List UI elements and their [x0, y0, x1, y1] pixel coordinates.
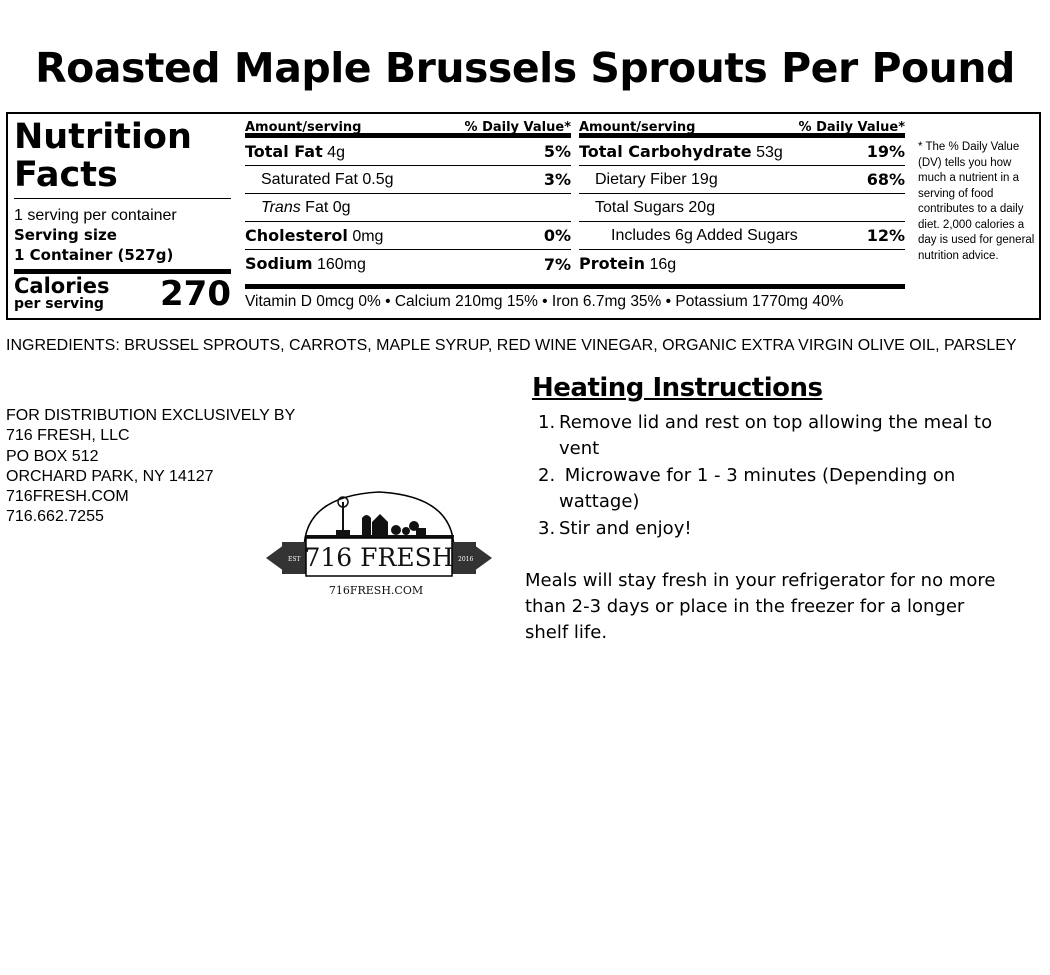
calories-row [14, 276, 231, 312]
vitamins-minerals-line: Vitamin D 0mcg 0% • Calcium 210mg 15% • Iron 6.7mg 35% • Potassium 1770mg 40% [245, 284, 905, 311]
nutrient-row-saturated-fat: Saturated Fat 0.5g 3% [245, 166, 571, 194]
calories-sub: per serving [14, 296, 104, 312]
calories-value: 270 [160, 274, 231, 314]
nutrient-row-sodium: Sodium 160mg 7% [245, 254, 571, 274]
logo-est: EST [288, 556, 301, 563]
column-header: Amount/serving % Daily Value* [245, 120, 571, 138]
daily-value-footnote: * The % Daily Value (DV) tells you how much a nutrient in a serving of food contributes to a daily diet. 2,000 calories a day is used for general nutrition advice. [918, 141, 1035, 262]
nutrient-row-total-carbohydrate: Total Carbohydrate 53g 19% [579, 138, 905, 166]
nutrient-column-right [579, 120, 905, 278]
ingredients-list: INGREDIENTS: BRUSSEL SPROUTS, CARROTS, MAPLE SYRUP, RED WINE VINEGAR, ORGANIC EXTRA VIRGIN OLIVE OIL, PARSLEY [6, 337, 1017, 354]
nutrient-row-protein: Protein 16g [579, 254, 677, 273]
distributor-line: ORCHARD PARK, NY 14127 [6, 467, 214, 485]
heating-instructions-title: Heating Instructions [532, 373, 823, 403]
nutrition-facts-panel [6, 112, 1041, 320]
nutrient-row-cholesterol: Cholesterol 0mg 0% [245, 222, 571, 250]
distributor-line: 716 FRESH, LLC [6, 427, 130, 445]
nutrient-row-total-sugars: Total Sugars 20g [579, 194, 905, 222]
distributor-address [6, 406, 295, 528]
heating-step: 1. Remove lid and rest on top allowing the meal to vent [538, 412, 993, 459]
nutrition-heading: Nutrition Facts [14, 117, 192, 195]
heating-step: 3. Stir and enjoy! [538, 518, 692, 539]
nutrition-summary [14, 118, 231, 312]
serving-size-label: Serving size [14, 226, 117, 244]
logo-name: 716 FRESH [304, 543, 454, 572]
brand-logo [266, 490, 492, 602]
nutrient-row-added-sugars: Includes 6g Added Sugars 12% [579, 222, 905, 250]
nutrient-row-total-fat: Total Fat 4g 5% [245, 138, 571, 166]
nutrient-row-dietary-fiber: Dietary Fiber 19g 68% [579, 166, 905, 194]
nutrient-row-trans-fat: Trans Fat 0g [245, 194, 571, 222]
distributor-line: 716FRESH.COM [6, 488, 129, 506]
logo-url: 716FRESH.COM [328, 584, 424, 597]
nutrient-column-left [245, 120, 571, 278]
product-title: Roasted Maple Brussels Sprouts Per Pound [35, 44, 1015, 92]
divider [14, 198, 231, 199]
calories-label: Calories [14, 274, 110, 298]
distributor-line: PO BOX 512 [6, 447, 99, 465]
serving-size-value: 1 Container (527g) [14, 246, 174, 264]
logo-year: 2016 [458, 556, 474, 563]
distributor-line: FOR DISTRIBUTION EXCLUSIVELY BY [6, 407, 296, 424]
heating-step: 2. Microwave for 1 - 3 minutes (Depending on wattage) [538, 465, 962, 512]
column-header: Amount/serving % Daily Value* [579, 120, 905, 138]
servings-per-container: 1 serving per container [14, 207, 177, 224]
distributor-line: 716.662.7255 [6, 508, 104, 526]
storage-note: Meals will stay fresh in your refrigerator for no more than 2-3 days or place in the freezer for a longer shelf life. [525, 570, 996, 643]
heating-steps [538, 410, 998, 543]
